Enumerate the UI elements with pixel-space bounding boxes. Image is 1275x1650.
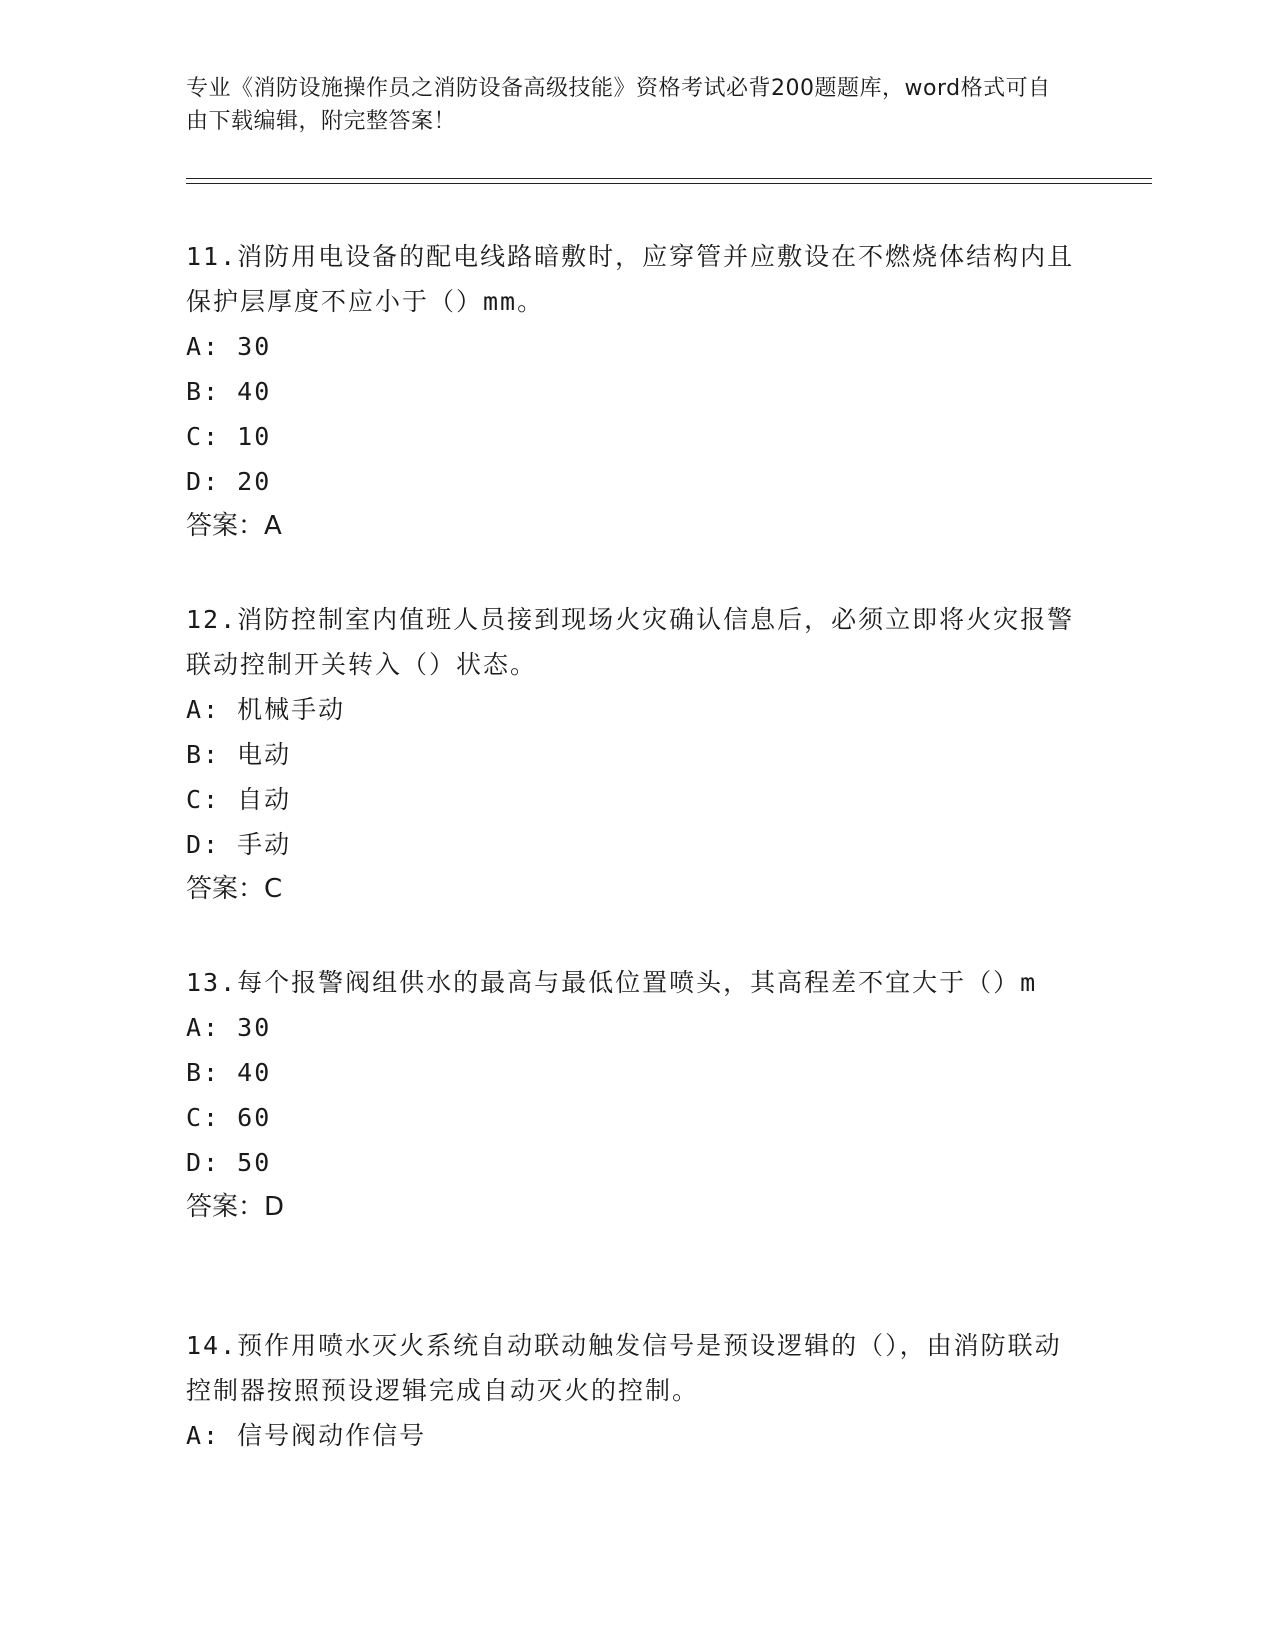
document-header: 专业《消防设施操作员之消防设备高级技能》资格考试必背200题题库，word格式可自由下载编辑，附完整答案！ — [186, 76, 1051, 134]
option-b: B: 40 — [186, 377, 272, 406]
question-stem: 11.消防用电设备的配电线路暗敷时，应穿管并应敷设在不燃烧体结构内且保护层厚度不应小于（）mm。 — [186, 242, 1075, 316]
question-stem: 12.消防控制室内值班人员接到现场火灾确认信息后，必须立即将火灾报警联动控制开关转入（）状态。 — [186, 605, 1075, 679]
option-b: B: 40 — [186, 1058, 272, 1087]
question-stem: 14.预作用喷水灭火系统自动联动触发信号是预设逻辑的（），由消防联动控制器按照预设逻辑完成自动灭火的控制。 — [186, 1331, 1062, 1405]
answer-line: 答案：A — [186, 511, 282, 541]
option-a: A: 机械手动 — [186, 695, 346, 724]
option-a: A: 30 — [186, 1013, 272, 1042]
option-b: B: 电动 — [186, 740, 292, 769]
option-a: A: 信号阀动作信号 — [186, 1421, 427, 1450]
option-c: C: 10 — [186, 422, 272, 451]
question-14 — [186, 1323, 1086, 1458]
option-d: D: 20 — [186, 467, 272, 496]
question-11 — [186, 234, 1086, 549]
question-13 — [186, 960, 1086, 1230]
answer-line: 答案：D — [186, 1192, 285, 1222]
option-c: C: 60 — [186, 1103, 272, 1132]
question-stem: 13.每个报警阀组供水的最高与最低位置喷头，其高程差不宜大于（）m — [186, 968, 1038, 997]
option-a: A: 30 — [186, 332, 272, 361]
option-c: C: 自动 — [186, 785, 292, 814]
answer-line: 答案：C — [186, 874, 283, 904]
question-12 — [186, 597, 1086, 912]
option-d: D: 50 — [186, 1148, 272, 1177]
header-divider-bottom — [186, 183, 1152, 184]
header-divider-top — [186, 178, 1152, 179]
option-d: D: 手动 — [186, 830, 292, 859]
